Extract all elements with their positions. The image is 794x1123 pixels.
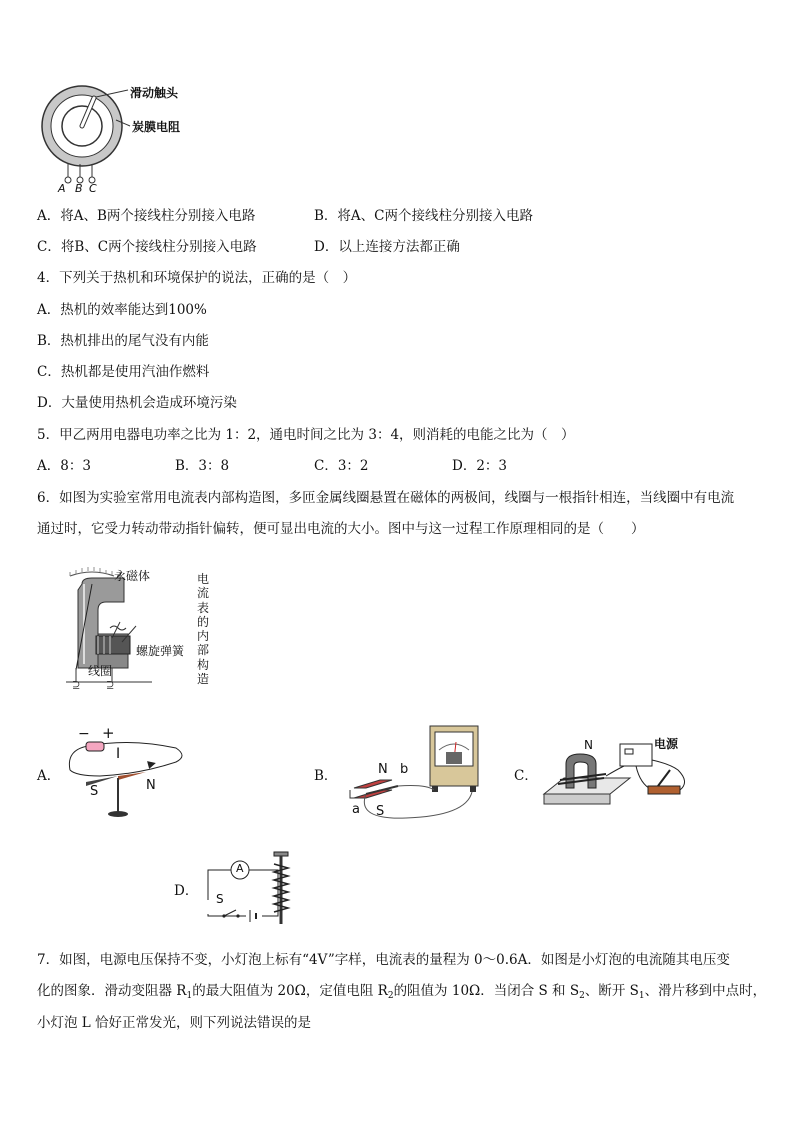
q5-option-b: B．3：8 bbox=[175, 458, 230, 474]
compass-n-label: N bbox=[146, 778, 156, 793]
q6-stem-line2: 通过时，它受力转动带动指针偏转，便可显出电流的大小。图中与这一过程工作原理相同的是（ ） bbox=[37, 521, 645, 537]
ammeter-figure-caption: 电 流 表 的 内 部 构 造 bbox=[196, 572, 209, 687]
motor-n-label: N bbox=[584, 738, 593, 752]
q6-option-d-figure bbox=[200, 850, 300, 926]
q3-option-b: B．将A、C两个接线柱分别接入电路 bbox=[314, 208, 533, 224]
permanent-magnet-label: 永磁体 bbox=[114, 569, 151, 583]
magnet-n-label: N bbox=[378, 762, 388, 777]
conductor-a-label: a bbox=[352, 802, 360, 817]
electromagnet-circuit-diagram bbox=[200, 850, 300, 926]
q6-option-b-letter: B． bbox=[314, 768, 338, 784]
terminal-a-label: A bbox=[58, 182, 66, 195]
q4-option-b: B．热机排出的尾气没有内能 bbox=[37, 333, 209, 349]
slider-label: 滑动触头 bbox=[130, 86, 179, 100]
spiral-spring-label: 螺旋弹簧 bbox=[136, 644, 185, 658]
plus-sign: + bbox=[102, 724, 115, 742]
q7-line3: 小灯泡 L 恰好正常发光，则下列说法错误的是 bbox=[37, 1015, 312, 1031]
q7-line1: 7．如图，电源电压保持不变，小灯泡上标有“4V”字样，电流表的量程为 0～0.6A．如图是小灯泡的电流随其电压变 bbox=[37, 952, 730, 968]
ammeter-label: A bbox=[236, 862, 244, 875]
coil-label: 线圈 bbox=[88, 664, 113, 678]
potentiometer-figure bbox=[36, 80, 206, 198]
q6-option-a-figure bbox=[60, 726, 190, 820]
q5-option-a: A．8：3 bbox=[37, 458, 91, 474]
q6-stem-line1: 6．如图为实验室常用电流表内部构造图，多匝金属线圈悬置在磁体的两极间，线圈与一根指针相连，当线圈中有电流 bbox=[37, 490, 735, 506]
magnet-s-label: S bbox=[376, 804, 385, 819]
q3-option-d: D．以上连接方法都正确 bbox=[314, 239, 460, 255]
current-label: I bbox=[116, 746, 121, 762]
ammeter-structure-figure bbox=[62, 564, 194, 690]
q6-option-a-letter: A． bbox=[37, 768, 61, 784]
compass-s-label: S bbox=[90, 784, 99, 799]
q5-option-d: D．2：3 bbox=[452, 458, 508, 474]
q6-option-d-letter: D． bbox=[174, 883, 199, 899]
q4-option-a: A．热机的效率能达到100% bbox=[37, 302, 207, 318]
q4-option-c: C．热机都是使用汽油作燃料 bbox=[37, 364, 210, 380]
terminal-b-label: B bbox=[75, 182, 83, 195]
minus-sign: − bbox=[78, 726, 90, 742]
switch-s-label: S bbox=[216, 892, 224, 906]
q6-option-b-figure bbox=[336, 720, 486, 824]
power-supply-label: 电源 bbox=[654, 737, 679, 751]
q4-option-d: D．大量使用热机会造成环境污染 bbox=[37, 395, 237, 411]
svg-text:⊇: ⊇ bbox=[106, 680, 115, 690]
conductor-b-label: b bbox=[400, 762, 409, 777]
q7-line2: 化的图象．滑动变阻器 $R_1$的最大阻值为 20Ω，定值电阻 $R_2$的阻值为 10Ω．当闭合 S 和 $S_2$、断开 $S_1$、滑片移到中点时， bbox=[37, 983, 767, 1001]
q3-option-a: A．将A、B两个接线柱分别接入电路 bbox=[37, 208, 256, 224]
potentiometer-diagram bbox=[36, 80, 206, 198]
svg-text:⊇: ⊇ bbox=[72, 680, 81, 690]
terminal-c-label: C bbox=[89, 182, 97, 195]
q6-option-c-letter: C． bbox=[514, 768, 538, 784]
q4-stem: 4．下列关于热机和环境保护的说法，正确的是（ ） bbox=[37, 270, 357, 286]
q5-option-c: C．3：2 bbox=[314, 458, 369, 474]
carbon-film-label: 炭膜电阻 bbox=[132, 120, 181, 134]
q3-option-c: C．将B、C两个接线柱分别接入电路 bbox=[37, 239, 257, 255]
q6-option-c-figure bbox=[540, 730, 690, 808]
q5-stem: 5．甲乙两用电器电功率之比为 1：2，通电时间之比为 3：4，则消耗的电能之比为（ ） bbox=[37, 427, 575, 443]
